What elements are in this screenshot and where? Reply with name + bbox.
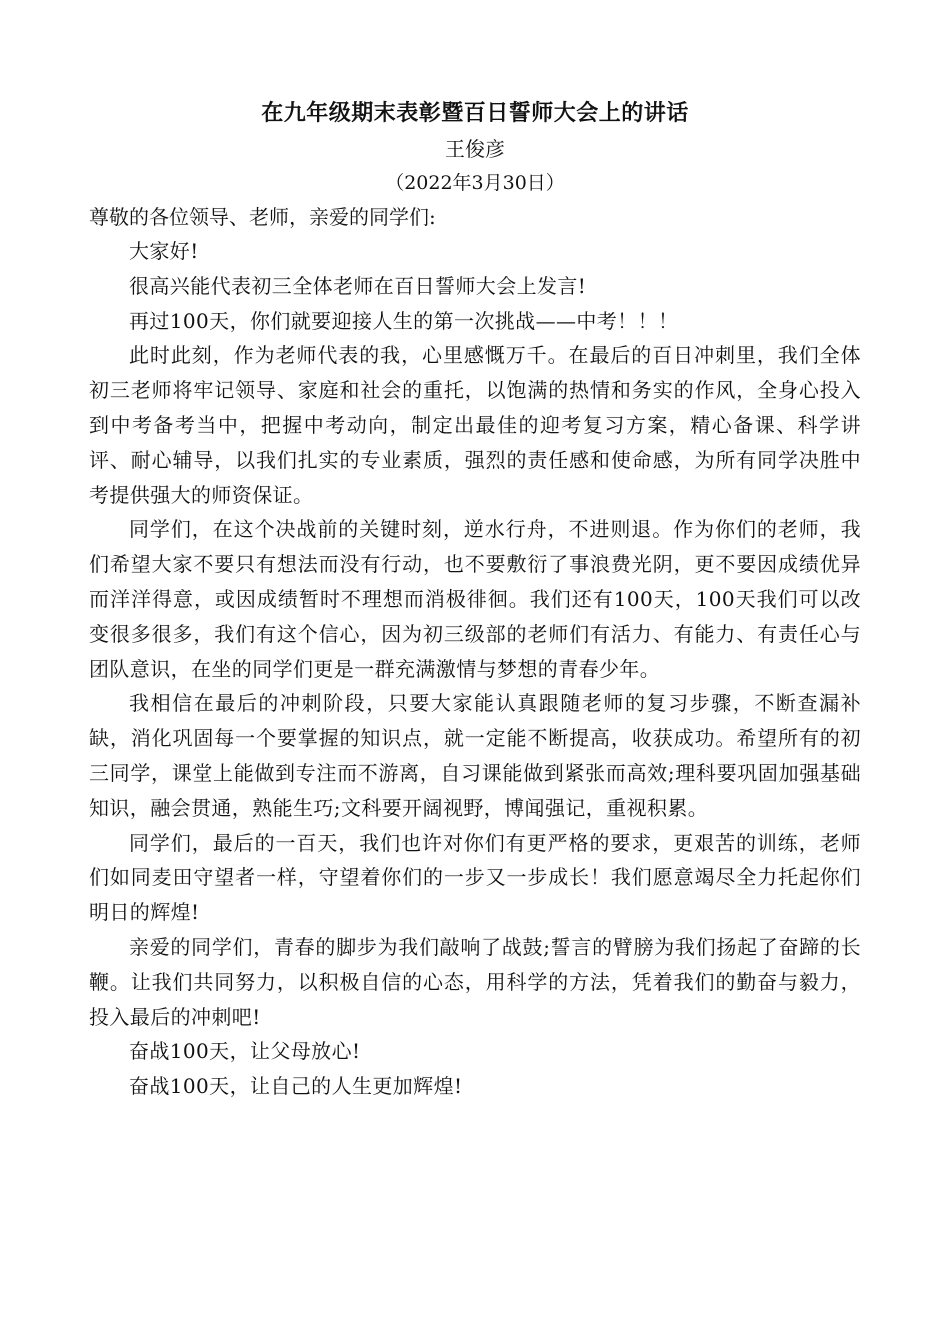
document-page	[89, 96, 861, 1104]
paragraph-teachers-commitment: 此时此刻，作为老师代表的我，心里感慨万千。在最后的百日冲刺里，我们全体初三老师将牢记领导、家庭和社会的重托，以饱满的热情和务实的作风，全身心投入到中考备考当中，把握中考动向，制定出最佳的迎考复习方案，精心备课、科学讲评、耐心辅导，以我们扎实的专业素质，强烈的责任感和使命感，为所有同学决胜中考提供强大的师资保证。	[89, 343, 861, 507]
paragraph-greeting: 大家好!	[129, 239, 199, 263]
paragraph-expectations: 同学们，在这个决战前的关键时刻，逆水行舟，不进则退。作为你们的老师，我们希望大家不要只有想法而没有行动，也不要敷衍了事浪费光阴，更不要因成绩优异而洋洋得意，或因成绩暂时不理想而消极徘徊。我们还有100天，100天我们可以改变很多很多，我们有这个信心，因为初三级部的老师们有活力、有能力、有责任心与团队意识，在坐的同学们更是一群充满激情与梦想的青春少年。	[89, 517, 861, 681]
speech-title: 在九年级期末表彰暨百日誓师大会上的讲话	[261, 100, 689, 126]
paragraph-call-to-action: 亲爱的同学们，青春的脚步为我们敲响了战鼓;誓言的臂膀为我们扬起了奋蹄的长鞭。让我们共同努力，以积极自信的心态，用科学的方法，凭着我们的勤奋与毅力，投入最后的冲刺吧!	[89, 934, 861, 1029]
paragraph-honor: 很高兴能代表初三全体老师在百日誓师大会上发言!	[129, 273, 587, 298]
paragraph-last-hundred-days: 同学们，最后的一百天，我们也许对你们有更严格的要求，更艰苦的训练，老师们如同麦田守望者一样，守望着你们的一步又一步成长！我们愿意竭尽全力托起你们明日的辉煌!	[89, 830, 861, 925]
speech-date: （2022年3月30日）	[385, 172, 565, 194]
salutation: 尊敬的各位领导、老师，亲爱的同学们:	[89, 205, 436, 229]
paragraph-slogan-parents: 奋战100天，让父母放心!	[129, 1039, 361, 1064]
author-name: 王俊彦	[445, 137, 505, 161]
paragraph-slogan-life: 奋战100天，让自己的人生更加辉煌!	[129, 1074, 463, 1099]
paragraph-confidence: 我相信在最后的冲刺阶段，只要大家能认真跟随老师的复习步骤，不断查漏补缺，消化巩固每一个要掌握的知识点，就一定能不断提高，收获成功。希望所有的初三同学，课堂上能做到专注而不游离，自习课能做到紧张而高效;理科要巩固加强基础知识，融会贯通，熟能生巧;文科要开阔视野，博闻强记，重视积累。	[89, 691, 861, 820]
speech-body	[89, 234, 861, 1104]
paragraph-countdown: 再过100天，你们就要迎接人生的第一次挑战——中考！！！	[129, 308, 679, 333]
